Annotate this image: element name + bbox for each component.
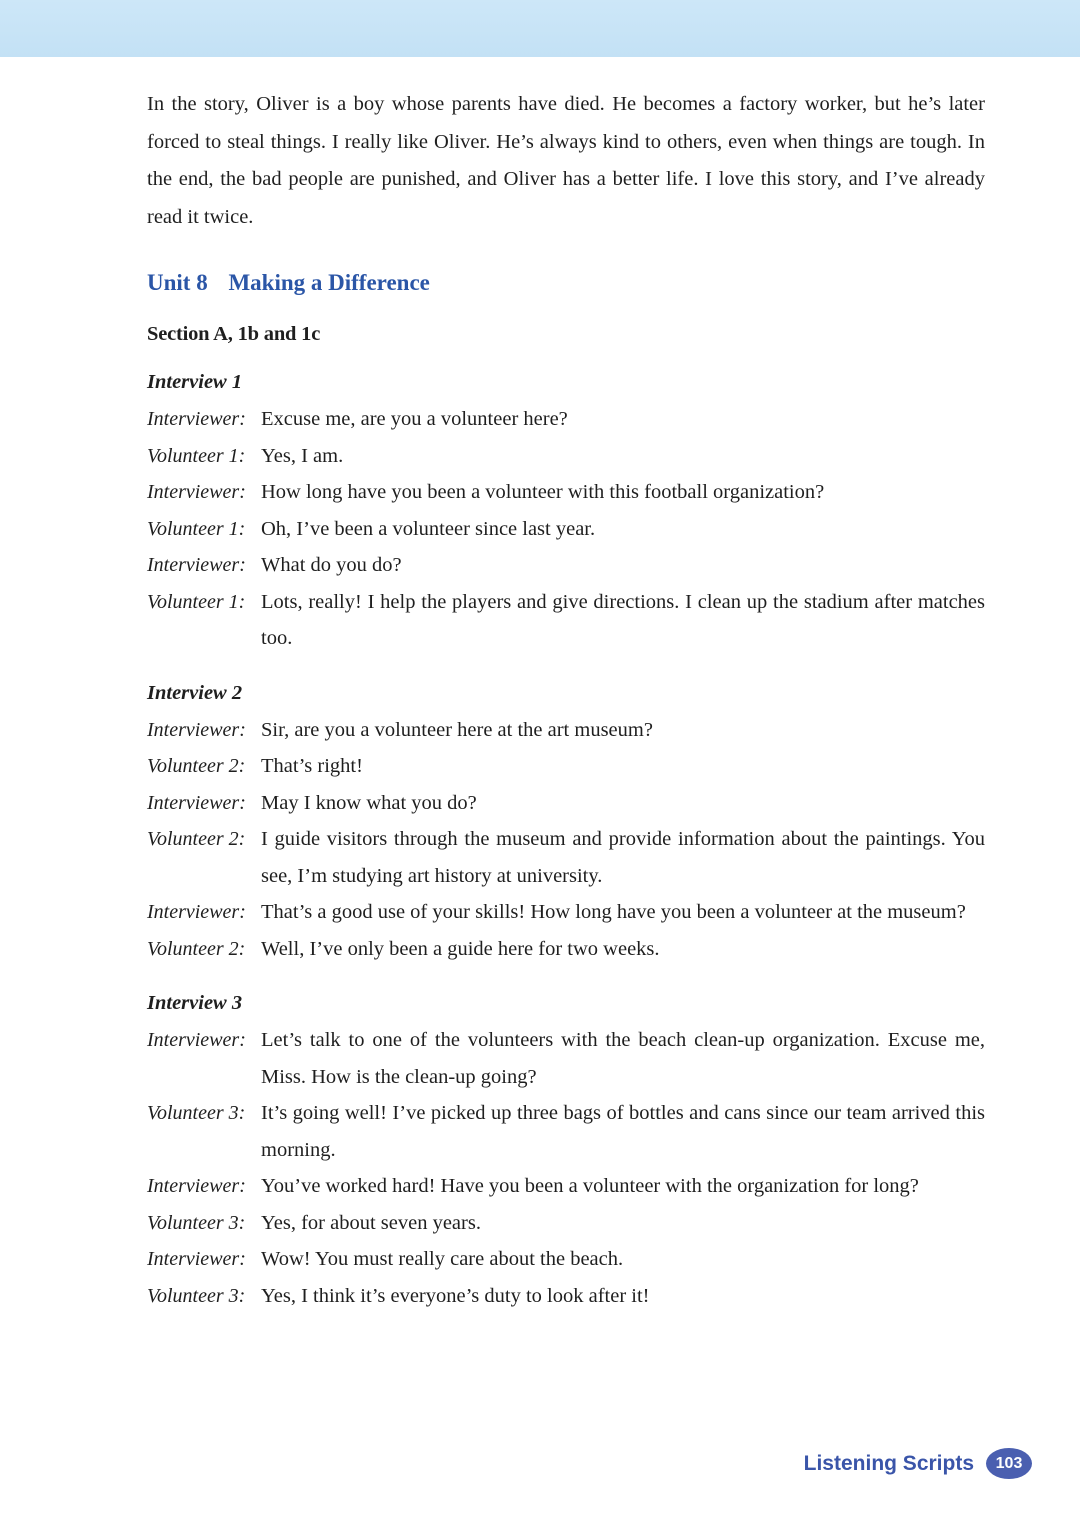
dialogue-text: That’s a good use of your skills! How long have you been a volunteer at the museum?: [261, 901, 966, 923]
footer: [804, 1448, 1032, 1479]
dialogue-text: Yes, for about seven years.: [261, 1211, 481, 1234]
speaker-label: Volunteer 1:: [147, 444, 246, 467]
dialogue-text: Well, I’ve only been a guide here for two weeks.: [261, 937, 660, 960]
unit-number-label: Unit 8: [147, 270, 208, 295]
page-content: [147, 86, 985, 1314]
dialogue-text: That’s right!: [261, 755, 363, 777]
dialogue-text: Yes, I think it’s everyone’s duty to look after it!: [261, 1284, 650, 1307]
speaker-label: Volunteer 3:: [147, 1102, 246, 1124]
intro-paragraph: In the story, Oliver is a boy whose parents have died. He becomes a factory worker, but he’s later forced to steal things. I really like Oliver. He’s always kind to others, even when things are tough. In the end, the bad people are punished, and Oliver has a better life. I love this story, and I’ve already read it twice.: [147, 93, 985, 228]
dialogue-line: [147, 401, 985, 438]
speaker-label: Interviewer:: [147, 408, 246, 430]
interview-title: Interview 1: [147, 371, 243, 393]
dialogue-text: Wow! You must really care about the beach.: [261, 1248, 624, 1270]
interview-block: [147, 369, 985, 657]
dialogue-text: Oh, I’ve been a volunteer since last year.: [261, 517, 596, 540]
dialogue-text: Let’s talk to one of the volunteers with the beach clean-up organization. Excuse me, Miss. How is the clean-up going?: [261, 1029, 985, 1088]
speaker-label: Interviewer:: [147, 901, 246, 923]
dialogue-line: [147, 511, 985, 548]
interview-title: Interview 2: [147, 681, 243, 704]
dialogue-text: Excuse me, are you a volunteer here?: [261, 408, 568, 430]
speaker-label: Interviewer:: [147, 1175, 246, 1197]
footer-label: Listening Scripts: [803, 1451, 974, 1475]
top-band-decoration: [0, 0, 1080, 57]
dialogue-text: What do you do?: [261, 554, 402, 576]
speaker-label: Interviewer:: [147, 718, 246, 741]
page-number-badge: 103: [986, 1448, 1032, 1479]
speaker-label: Volunteer 1:: [147, 517, 246, 540]
dialogue-text: Lots, really! I help the players and give directions. I clean up the stadium after matches too.: [261, 590, 985, 649]
speaker-label: Volunteer 1:: [147, 590, 246, 613]
dialogue-lines: [147, 1022, 985, 1314]
dialogue-line: [147, 547, 985, 584]
speaker-label: Volunteer 2:: [147, 828, 246, 850]
speaker-label: Volunteer 2:: [147, 937, 246, 960]
speaker-label: Interviewer:: [147, 1248, 246, 1270]
interview-block: [147, 990, 985, 1314]
dialogue-text: Sir, are you a volunteer here at the art museum?: [261, 718, 653, 741]
speaker-label: Interviewer:: [147, 554, 246, 576]
dialogue-line: [147, 1278, 985, 1315]
interview-title: Interview 3: [147, 992, 243, 1014]
dialogue-line: [147, 1022, 985, 1095]
dialogue-line: [147, 584, 985, 657]
dialogue-line: [147, 438, 985, 475]
speaker-label: Volunteer 2:: [147, 755, 246, 777]
dialogue-line: [147, 785, 985, 822]
dialogue-line: [147, 474, 985, 511]
dialogue-line: [147, 748, 985, 785]
unit-title-text: Making a Difference: [228, 270, 430, 295]
speaker-label: Interviewer:: [147, 791, 246, 814]
speaker-label: Interviewer:: [147, 1029, 246, 1051]
dialogue-line: [147, 894, 985, 931]
dialogue-text: I guide visitors through the museum and provide information about the paintings. You see, I’m studying art history at university.: [261, 828, 985, 887]
unit-heading: [147, 269, 985, 297]
dialogue-line: [147, 931, 985, 968]
dialogue-lines: [147, 401, 985, 657]
dialogue-text: Yes, I am.: [261, 444, 344, 467]
dialogue-line: [147, 1205, 985, 1242]
dialogue-text: How long have you been a volunteer with this football organization?: [261, 481, 825, 503]
speaker-label: Volunteer 3:: [147, 1284, 246, 1307]
speaker-label: Interviewer:: [147, 481, 246, 503]
dialogue-line: [147, 1168, 985, 1205]
dialogue-text: May I know what you do?: [261, 791, 477, 814]
dialogue-text: You’ve worked hard! Have you been a volunteer with the organization for long?: [261, 1175, 919, 1197]
speaker-label: Volunteer 3:: [147, 1211, 246, 1234]
dialogue-line: [147, 821, 985, 894]
dialogue-line: [147, 1095, 985, 1168]
interview-block: [147, 680, 985, 968]
dialogue-text: It’s going well! I’ve picked up three bags of bottles and cans since our team arrived this morning.: [261, 1102, 985, 1161]
dialogue-line: [147, 1241, 985, 1278]
dialogue-line: [147, 712, 985, 749]
section-heading: Section A, 1b and 1c: [147, 323, 321, 345]
dialogue-lines: [147, 712, 985, 968]
interviews-container: [147, 369, 985, 1314]
